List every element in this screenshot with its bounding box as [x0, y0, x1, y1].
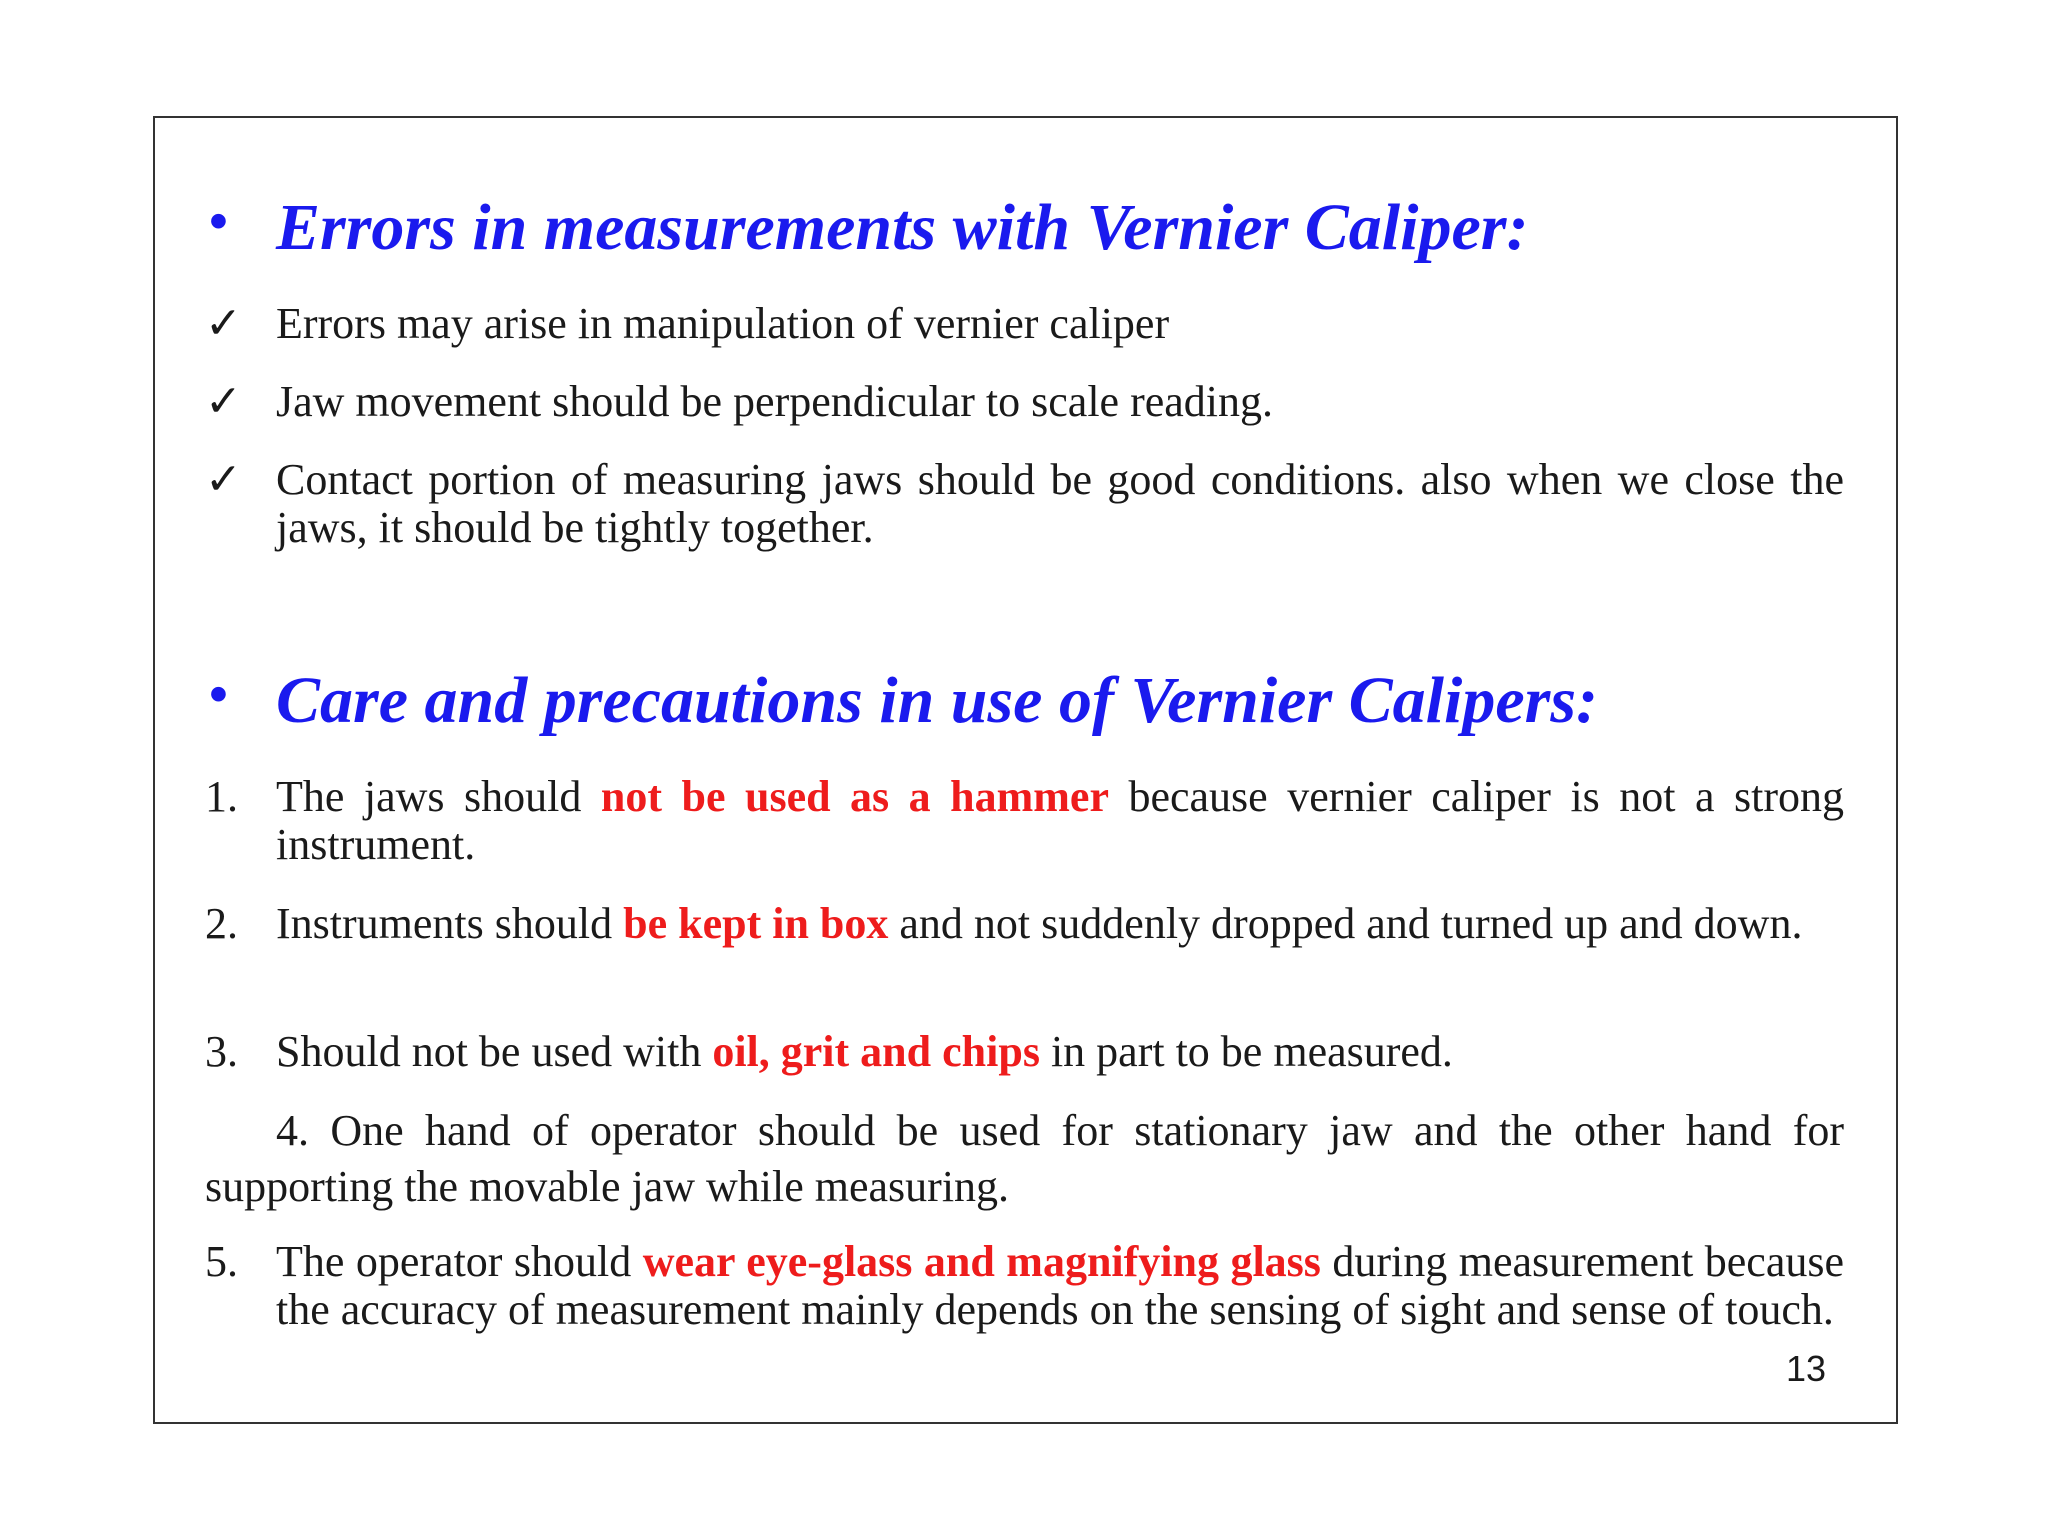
list-item-text	[276, 773, 1844, 869]
item-text-highlight: oil, grit and chips	[712, 1027, 1040, 1076]
item-number: 4.	[276, 1106, 309, 1155]
item-text-pre: Should not be used with	[276, 1027, 713, 1076]
item-text-post: in part to be measured.	[1039, 1027, 1453, 1076]
item-text-post: because vernier caliper is not a strong instrument.	[276, 772, 1845, 869]
slide	[153, 116, 1898, 1424]
list-item-text	[276, 1028, 1844, 1076]
item-text-highlight: wear eye-glass and magnifying glass	[642, 1237, 1321, 1286]
list-item-text: Errors may arise in manipulation of vernier caliper	[276, 299, 1170, 348]
section-care-title: Care and precautions in use of Vernier Calipers:	[276, 664, 1598, 737]
list-item-text	[205, 1103, 1844, 1215]
item-text-highlight: not be used as a hammer	[600, 772, 1109, 821]
checkmark-icon: ✓	[205, 455, 242, 504]
item-text-post: during measurement because the accuracy of measurement mainly depends on the sensing of sight and sense of touch.	[276, 1237, 1844, 1334]
checkmark-icon: ✓	[205, 377, 242, 426]
page-number: 13	[1785, 1348, 1826, 1389]
bullet-icon: •	[209, 664, 228, 724]
item-number: 2.	[205, 899, 238, 948]
item-number: 1.	[205, 772, 238, 821]
item-text-highlight: be kept in box	[623, 899, 889, 948]
item-number: 3.	[205, 1027, 238, 1076]
item-text-pre: The operator should	[276, 1237, 643, 1286]
list-item-text: Contact portion of measuring jaws should be good conditions. also when we close the jaws, it should be tightly together.	[276, 455, 1844, 552]
item-text: One hand of operator should be used for stationary jaw and the other hand for supporting the movable jaw while measuring.	[205, 1106, 1845, 1211]
checkmark-icon: ✓	[205, 299, 242, 348]
list-item-text	[276, 900, 1844, 948]
item-text-pre: Instruments should	[276, 899, 624, 948]
bullet-icon: •	[209, 191, 228, 251]
list-item-text	[276, 1238, 1844, 1334]
item-text-pre: The jaws should	[276, 772, 601, 821]
item-text-post: and not suddenly dropped and turned up and down.	[888, 899, 1803, 948]
section-errors-title: Errors in measurements with Vernier Caliper:	[276, 191, 1529, 264]
list-item-text: Jaw movement should be perpendicular to scale reading.	[276, 377, 1274, 426]
item-number: 5.	[205, 1237, 238, 1286]
